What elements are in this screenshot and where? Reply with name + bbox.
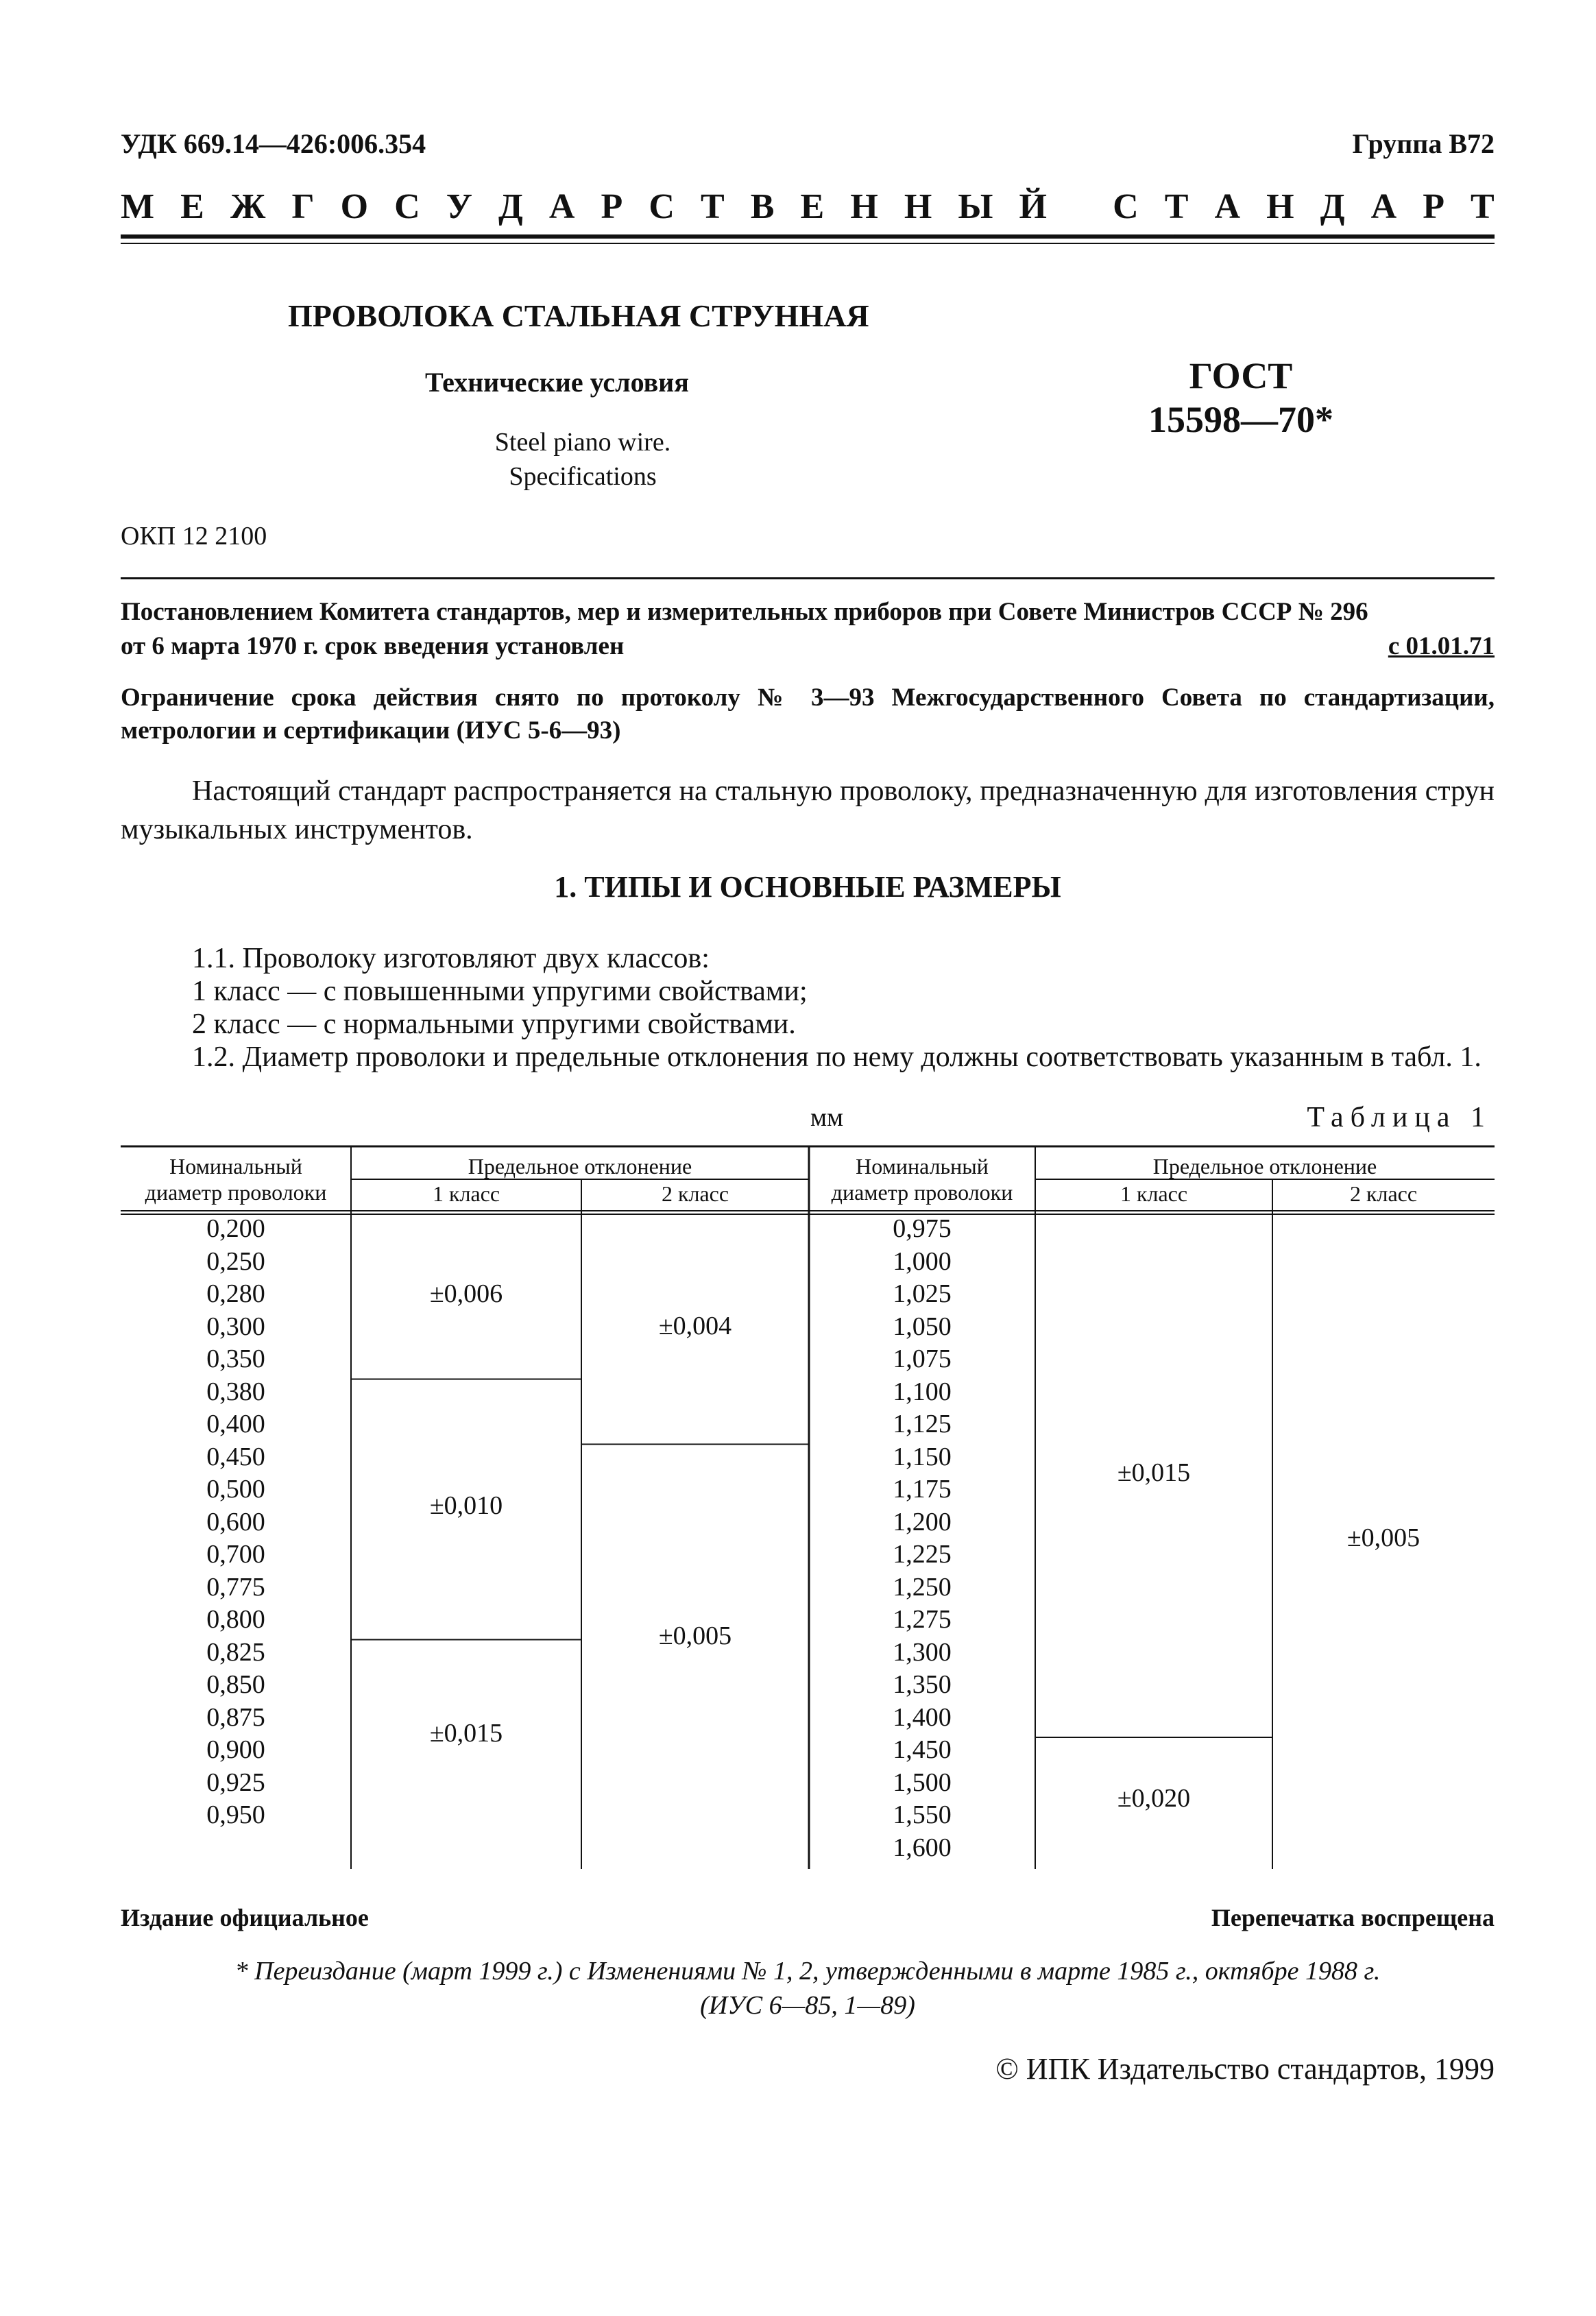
right-class1-tolerance-cell: ±0,015	[1117, 1458, 1191, 1487]
left-class2-tolerance-cell: ±0,004	[658, 1312, 732, 1341]
diameter-cell-right: 1,450	[893, 1735, 952, 1764]
diameter-cell-left: 0,200	[206, 1214, 265, 1243]
group-code: Группа В72	[1352, 128, 1495, 159]
header-class1-left: 1 класс	[432, 1181, 500, 1206]
heading-letter: В	[750, 187, 775, 226]
paragraph-1-1-class-2: 2 класс — с нормальными упругими свойствами.	[192, 1009, 796, 1040]
header-nominal-right	[809, 1153, 1035, 1205]
diameter-cell-left: 0,875	[206, 1702, 265, 1732]
diameter-cell-right: 1,350	[893, 1670, 952, 1699]
right-class2-tolerance-cell: ±0,005	[1346, 1523, 1420, 1552]
diameter-cell-right: 1,125	[893, 1410, 952, 1438]
left-class1-tolerance-cell: ±0,015	[429, 1719, 503, 1748]
heading-letter: Р	[1423, 187, 1444, 226]
diameter-cell-left: 0,400	[206, 1410, 265, 1438]
diameter-cell-right: 1,150	[893, 1442, 952, 1471]
copyright: © ИПК Издательство стандартов, 1999	[995, 2052, 1495, 2086]
heading-letter: А	[1214, 187, 1241, 226]
paragraph-1-2: 1.2. Диаметр проволоки и предельные отклонения по нему должны соответствовать указанным в табл. 1.	[192, 1041, 1482, 1073]
diameter-cell-left: 0,300	[206, 1312, 265, 1341]
english-title-line-2: Specifications	[509, 462, 657, 491]
diameter-cell-left: 0,775	[206, 1572, 265, 1602]
header-class1-right: 1 класс	[1120, 1181, 1188, 1206]
diameter-cell-right: 1,100	[893, 1377, 952, 1406]
diameter-cell-left: 0,900	[206, 1735, 265, 1764]
diameter-cell-right: 1,500	[893, 1768, 952, 1797]
diameter-cell-right: 1,250	[893, 1572, 952, 1602]
diameter-cell-left: 0,380	[206, 1377, 265, 1406]
diameter-cell-right: 1,175	[893, 1475, 952, 1504]
diameter-cell-right: 1,225	[893, 1540, 952, 1569]
left-class1-tolerance-cell: ±0,010	[429, 1491, 503, 1520]
heading-letter: Ж	[230, 187, 266, 226]
limitation-note: Ограничение срока действия снято по протоколу № 3—93 Межгосударственного Совета по стандартизации, метрологии и сертификации (ИУС 5-6—93)	[121, 684, 1495, 745]
heading-letter: Т	[1164, 187, 1189, 226]
decree-date: с 01.01.71	[1388, 632, 1495, 660]
heading-letter: Й	[1019, 187, 1047, 226]
reissue-note-line-2: (ИУС 6—85, 1—89)	[700, 1991, 915, 2020]
header-class2-left: 2 класс	[661, 1181, 729, 1206]
diameter-cell-left: 0,280	[206, 1279, 265, 1308]
header-nominal-left-line-2: диаметр проволоки	[145, 1180, 327, 1205]
heading-letter: А	[1370, 187, 1397, 226]
diameter-cell-right: 1,550	[893, 1800, 952, 1829]
diameter-cell-left: 0,950	[206, 1800, 265, 1829]
heading-letter: Т	[1471, 187, 1495, 226]
document-subtitle: Технические условия	[425, 367, 689, 398]
okp-code: ОКП 12 2100	[121, 522, 267, 551]
heading-letter: О	[340, 187, 369, 226]
heading-letter: А	[548, 187, 575, 226]
section-title: 1. ТИПЫ И ОСНОВНЫЕ РАЗМЕРЫ	[554, 870, 1061, 904]
header-nominal-left	[121, 1153, 351, 1205]
diameter-cell-left: 0,350	[206, 1344, 265, 1373]
header-nominal-right-line-1: Номинальный	[856, 1154, 989, 1179]
header-deviation-right: Предельное отклонение	[1152, 1154, 1377, 1179]
heading-letter: Г	[291, 187, 315, 226]
diameter-cell-left: 0,925	[206, 1768, 265, 1797]
heading-letter: Т	[701, 187, 725, 226]
document-title: ПРОВОЛОКА СТАЛЬНАЯ СТРУННАЯ	[288, 298, 869, 333]
intro-paragraph: Настоящий стандарт распространяется на стальную проволоку, предназначенную для изготовления струн музыкальных инструментов.	[121, 775, 1495, 845]
diameter-cell-right: 1,400	[893, 1702, 952, 1732]
heading-letter: Р	[601, 187, 623, 226]
decree-line-2: от 6 марта 1970 г. срок введения установлен	[121, 632, 625, 660]
gost-label: ГОСТ	[1189, 355, 1293, 396]
diameter-cell-left: 0,800	[206, 1605, 265, 1634]
reissue-note-line-1: * Переиздание (март 1999 г.) с Изменениями № 1, 2, утвержденными в марте 1985 г., октябре 1988 г.	[234, 1957, 1381, 1986]
diameter-cell-right: 1,300	[893, 1637, 952, 1667]
diameter-cell-right: 1,275	[893, 1605, 952, 1634]
heading-letter: Ы	[958, 187, 993, 226]
diameter-cell-right: 1,200	[893, 1507, 952, 1536]
gost-code: 15598—70*	[1148, 399, 1333, 440]
diameter-cell-right: 1,075	[893, 1344, 952, 1373]
diameter-cell-right: 1,000	[893, 1246, 952, 1276]
udk-code: УДК 669.14—426:006.354	[121, 128, 426, 159]
diameter-cell-right: 1,600	[893, 1833, 952, 1862]
heading-letter: Д	[498, 187, 523, 226]
diameter-cell-right: 1,025	[893, 1279, 952, 1308]
diameter-cell-right: 0,975	[893, 1214, 952, 1243]
paragraph-1-1-class-1: 1 класс — с повышенными упругими свойствами;	[192, 976, 808, 1007]
heading-letter: С	[649, 187, 675, 226]
diameter-cell-left: 0,450	[206, 1442, 265, 1471]
header-nominal-right-line-2: диаметр проволоки	[831, 1180, 1013, 1205]
diameter-cell-left: 0,825	[206, 1637, 265, 1667]
heading-letter: У	[446, 187, 472, 226]
heading-letter: Н	[1266, 187, 1294, 226]
heading-letter: Е	[800, 187, 825, 226]
heading-letter: С	[394, 187, 420, 226]
paragraph-1-1: 1.1. Проволоку изготовляют двух классов:	[192, 943, 710, 974]
diameter-cell-left: 0,850	[206, 1670, 265, 1699]
heading-letter: Е	[180, 187, 204, 226]
reprint-prohibited: Перепечатка воспрещена	[1211, 1904, 1495, 1931]
heading-letter: Д	[1320, 187, 1345, 226]
diameter-cell-left: 0,700	[206, 1540, 265, 1569]
right-class1-tolerance-cell: ±0,020	[1117, 1784, 1191, 1813]
reissue-note	[121, 1954, 1495, 2023]
heading-letter: С	[1113, 187, 1139, 226]
table-label: Таблица 1	[1307, 1102, 1492, 1133]
edition-official: Издание официальное	[121, 1904, 369, 1931]
diameter-cell-left: 0,600	[206, 1507, 265, 1536]
diameter-cell-left: 0,500	[206, 1475, 265, 1504]
header-nominal-left-line-1: Номинальный	[169, 1154, 302, 1179]
diameter-cell-left: 0,250	[206, 1246, 265, 1276]
left-class1-tolerance-cell: ±0,006	[429, 1279, 503, 1308]
english-title-line-1: Steel piano wire.	[494, 428, 671, 457]
decree-line-1: Постановлением Комитета стандартов, мер и измерительных приборов при Совете Министров СССР № 296	[121, 598, 1368, 626]
header-class2-right: 2 класс	[1349, 1181, 1418, 1206]
header-deviation-left: Предельное отклонение	[468, 1154, 692, 1179]
diameter-cell-right: 1,050	[893, 1312, 952, 1341]
left-class2-tolerance-cell: ±0,005	[658, 1621, 732, 1650]
heading-letter: Н	[904, 187, 932, 226]
heading-letter: Н	[850, 187, 878, 226]
heading-letter: М	[121, 187, 155, 226]
table-unit: мм	[810, 1103, 844, 1132]
